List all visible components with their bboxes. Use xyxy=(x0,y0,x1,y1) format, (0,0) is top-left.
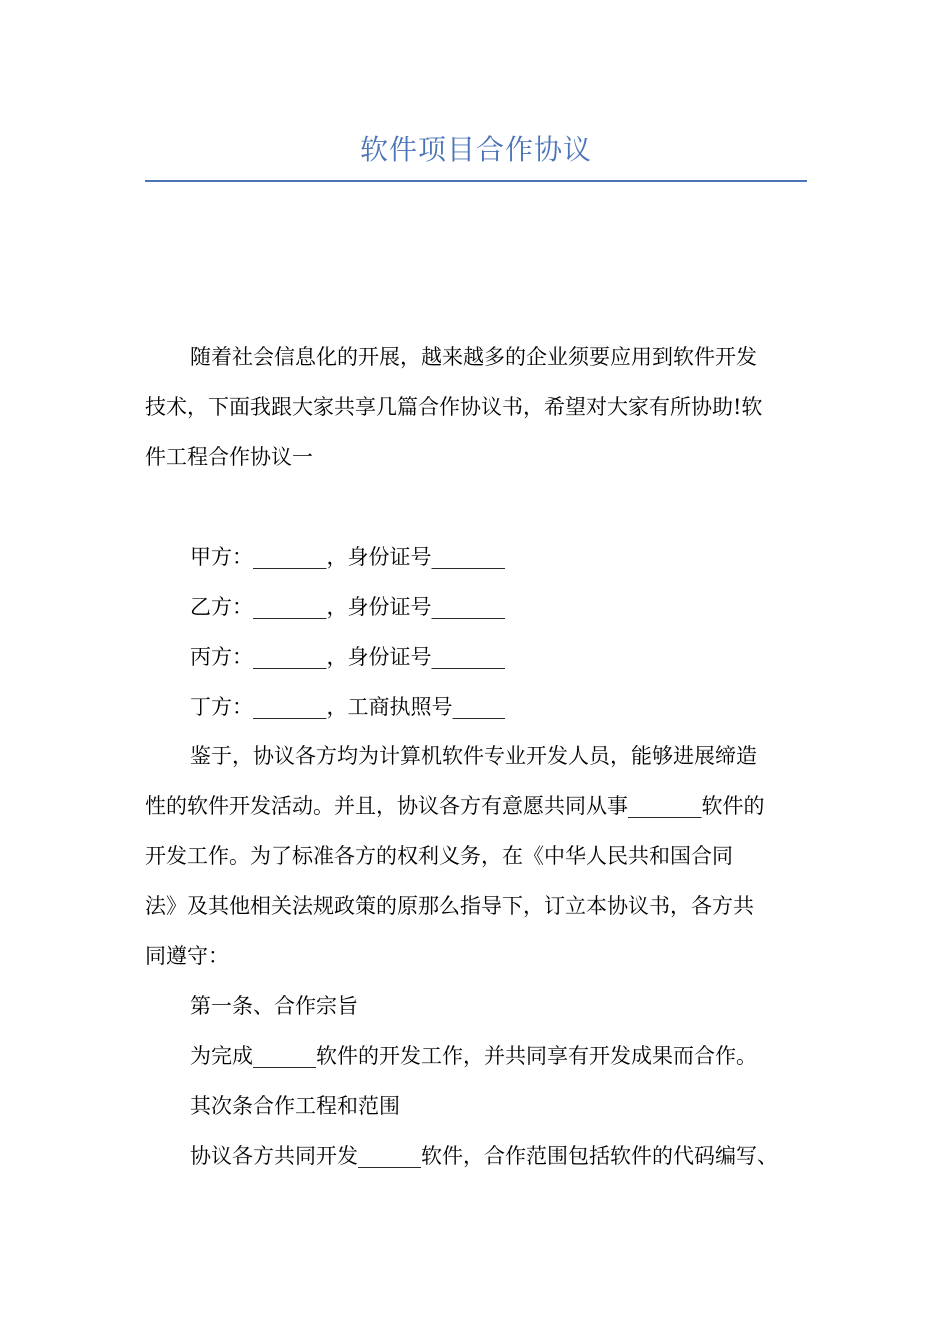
paragraph-line: 同遵守： xyxy=(145,944,229,968)
paragraph-line: 法》及其他相关法规政策的原那么指导下，订立本协议书，各方共 xyxy=(145,894,754,918)
article-heading: 其次条合作工程和范围 xyxy=(190,1094,400,1118)
paragraph-line: 开发工作。为了标准各方的权利义务，在《中华人民共和国合同 xyxy=(145,844,733,868)
title-underline xyxy=(145,180,807,182)
paragraph-line: 随着社会信息化的开展，越来越多的企业须要应用到软件开发 xyxy=(190,345,757,369)
paragraph-line: 性的软件开发活动。并且，协议各方有意愿共同从事_______软件的 xyxy=(145,794,765,818)
party-line: 丙方：_______，身份证号_______ xyxy=(190,645,505,669)
party-line: 甲方：_______，身份证号_______ xyxy=(190,545,505,569)
paragraph-line: 为完成______软件的开发工作，并共同享有开发成果而合作。 xyxy=(190,1044,757,1068)
party-line: 丁方：_______，工商执照号_____ xyxy=(190,695,505,719)
paragraph-line: 技术，下面我跟大家共享几篇合作协议书，希望对大家有所协助!软 xyxy=(145,395,763,419)
paragraph-line: 协议各方共同开发______软件，合作范围包括软件的代码编写、 xyxy=(190,1144,778,1168)
article-heading: 第一条、合作宗旨 xyxy=(190,994,358,1018)
document-title: 软件项目合作协议 xyxy=(359,133,592,166)
party-line: 乙方：_______，身份证号_______ xyxy=(190,595,505,619)
paragraph-line: 件工程合作协议一 xyxy=(145,445,313,469)
paragraph-line: 鉴于，协议各方均为计算机软件专业开发人员，能够进展缔造 xyxy=(190,744,757,768)
